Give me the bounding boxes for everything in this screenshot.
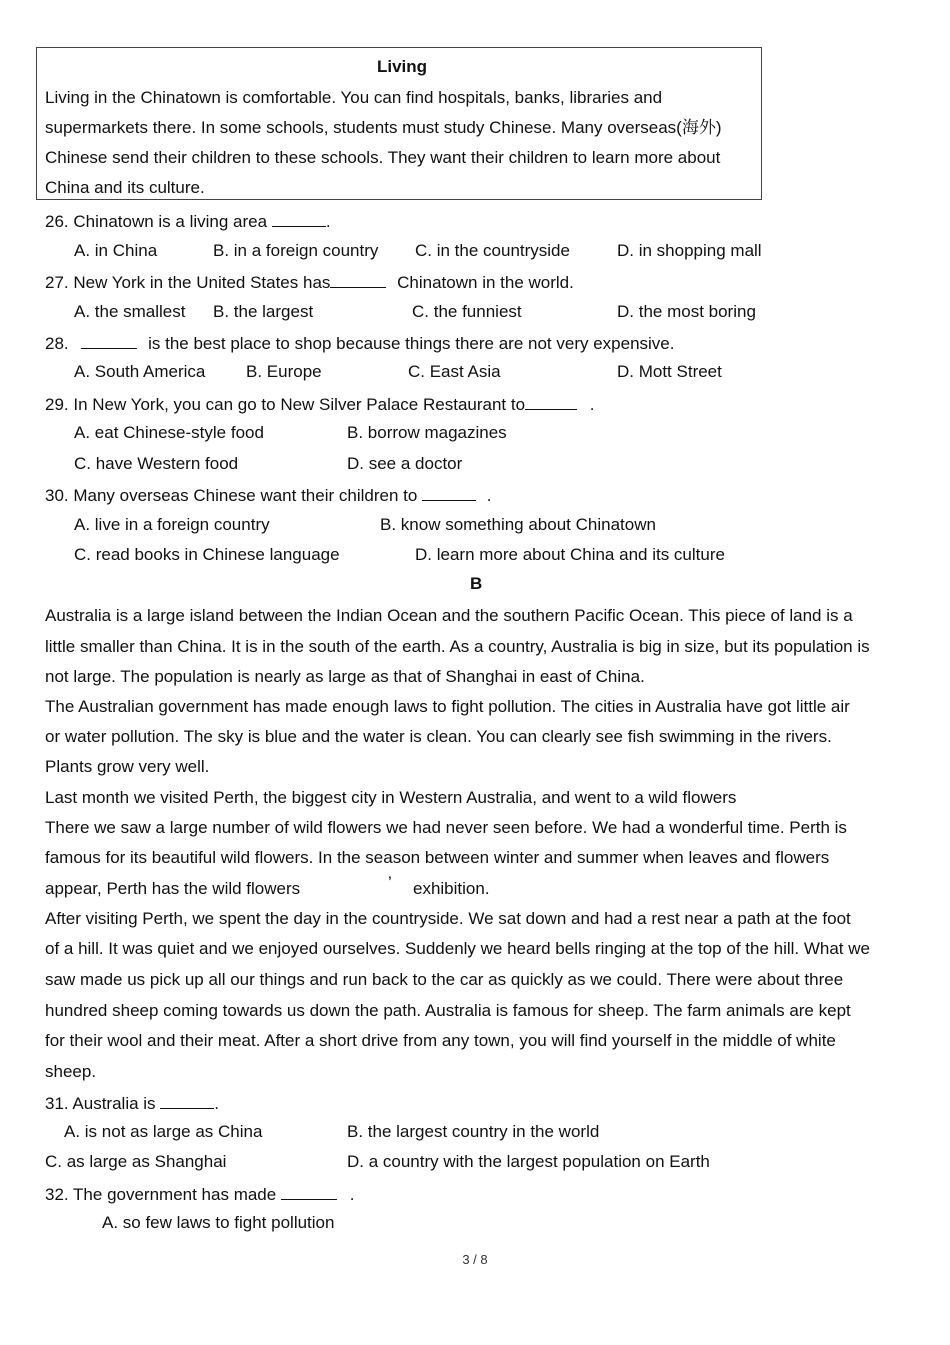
option-32a: A. so few laws to fight pollution xyxy=(102,1213,335,1232)
question-32 xyxy=(45,1183,354,1205)
option-28c: C. East Asia xyxy=(408,362,501,381)
answer-blank xyxy=(160,1092,214,1109)
passage-line: little smaller than China. It is in the south of the earth. As a country, Australia is big in size, but its population is xyxy=(45,637,870,656)
option-29d: D. see a doctor xyxy=(347,454,463,473)
passage-line: saw made us pick up all our things and run back to the car as quickly as we could. There were about three xyxy=(45,970,844,989)
passage-line: famous for its beautiful wild flowers. In the season between winter and summer when leaves and flowers xyxy=(45,848,830,867)
box-line-2: supermarkets there. In some schools, students must study Chinese. Many overseas(海外) xyxy=(45,118,722,137)
option-26c: C. in the countryside xyxy=(415,241,570,260)
answer-blank xyxy=(81,332,137,349)
option-29c: C. have Western food xyxy=(74,454,239,473)
option-27c: C. the funniest xyxy=(412,302,522,321)
box-line-3: Chinese send their children to these schools. They want their children to learn more about xyxy=(45,148,721,167)
option-27a: A. the smallest xyxy=(74,302,186,321)
question-28 xyxy=(45,332,675,354)
passage-line: sheep. xyxy=(45,1062,97,1081)
passage-line: appear, Perth has the wild flowers xyxy=(45,879,301,898)
page-number: 3 / 8 xyxy=(462,1252,488,1267)
question-31-end: . xyxy=(214,1094,220,1113)
passage-line: exhibition. xyxy=(413,879,490,898)
question-30-end: . xyxy=(486,486,492,505)
passage-line: of a hill. It was quiet and we enjoyed ourselves. Suddenly we heard bells ringing at the top of the hill. What we xyxy=(45,939,870,958)
passage-line: Australia is a large island between the Indian Ocean and the southern Pacific Ocean. This piece of land is a xyxy=(45,606,853,625)
box-line-4: China and its culture. xyxy=(45,178,205,197)
passage-line: Plants grow very well. xyxy=(45,757,210,776)
option-27b: B. the largest xyxy=(213,302,314,321)
question-26-end: . xyxy=(325,212,331,231)
passage-line: There we saw a large number of wild flowers we had never seen before. We had a wonderful time. Perth is xyxy=(45,818,847,837)
option-26b: B. in a foreign country xyxy=(213,241,379,260)
question-32-end: . xyxy=(349,1185,355,1204)
question-29-end: . xyxy=(589,395,595,414)
passage-line: not large. The population is nearly as large as that of Shanghai in east of China. xyxy=(45,667,645,686)
box-title: Living xyxy=(377,57,428,76)
section-b-title: B xyxy=(470,574,483,593)
question-29 xyxy=(45,393,595,415)
option-28a: A. South America xyxy=(74,362,206,381)
passage-line: hundred sheep coming towards us down the path. Australia is famous for sheep. The farm animals are kept xyxy=(45,1001,851,1020)
option-31b: B. the largest country in the world xyxy=(347,1122,600,1141)
question-30 xyxy=(45,484,492,506)
question-27-stem: 27. New York in the United States has xyxy=(45,273,331,292)
option-28b: B. Europe xyxy=(246,362,322,381)
passage-line: The Australian government has made enough laws to fight pollution. The cities in Australia have got little air xyxy=(45,697,850,716)
answer-blank xyxy=(272,210,326,227)
question-30-stem: 30. Many overseas Chinese want their children to xyxy=(45,486,418,505)
option-30c: C. read books in Chinese language xyxy=(74,545,340,564)
passage-line: or water pollution. The sky is blue and the water is clean. You can clearly see fish swimming in the rivers. xyxy=(45,727,832,746)
option-31d: D. a country with the largest population on Earth xyxy=(347,1152,710,1171)
answer-blank xyxy=(525,393,577,410)
option-30d: D. learn more about China and its culture xyxy=(415,545,725,564)
option-26a: A. in China xyxy=(74,241,158,260)
box-line-1: Living in the Chinatown is comfortable. You can find hospitals, banks, libraries and xyxy=(45,88,663,107)
question-29-stem: 29. In New York, you can go to New Silver Palace Restaurant to xyxy=(45,395,526,414)
question-26 xyxy=(45,210,331,232)
question-27-end: Chinatown in the world. xyxy=(397,273,574,292)
option-31c: C. as large as Shanghai xyxy=(45,1152,227,1171)
passage-apostrophe: ’ xyxy=(388,873,392,892)
question-26-stem: 26. Chinatown is a living area xyxy=(45,212,268,231)
question-28-end: is the best place to shop because things there are not very expensive. xyxy=(148,334,675,353)
option-29b: B. borrow magazines xyxy=(347,423,507,442)
option-31a: A. is not as large as China xyxy=(64,1122,263,1141)
passage-line: Last month we visited Perth, the biggest city in Western Australia, and went to a wild flowers xyxy=(45,788,737,807)
passage-line: for their wool and their meat. After a short drive from any town, you will find yourself in the middle of white xyxy=(45,1031,836,1050)
question-32-stem: 32. The government has made xyxy=(45,1185,277,1204)
question-28-stem: 28. xyxy=(45,334,69,353)
option-26d: D. in shopping mall xyxy=(617,241,762,260)
question-31-stem: 31. Australia is xyxy=(45,1094,156,1113)
option-29a: A. eat Chinese-style food xyxy=(74,423,264,442)
answer-blank xyxy=(330,271,386,288)
option-30b: B. know something about Chinatown xyxy=(380,515,656,534)
option-27d: D. the most boring xyxy=(617,302,756,321)
option-28d: D. Mott Street xyxy=(617,362,722,381)
answer-blank xyxy=(281,1183,337,1200)
question-27 xyxy=(45,271,574,293)
question-31 xyxy=(45,1092,219,1114)
answer-blank xyxy=(422,484,476,501)
passage-line: After visiting Perth, we spent the day in the countryside. We sat down and had a rest near a path at the foot xyxy=(45,909,851,928)
option-30a: A. live in a foreign country xyxy=(74,515,270,534)
